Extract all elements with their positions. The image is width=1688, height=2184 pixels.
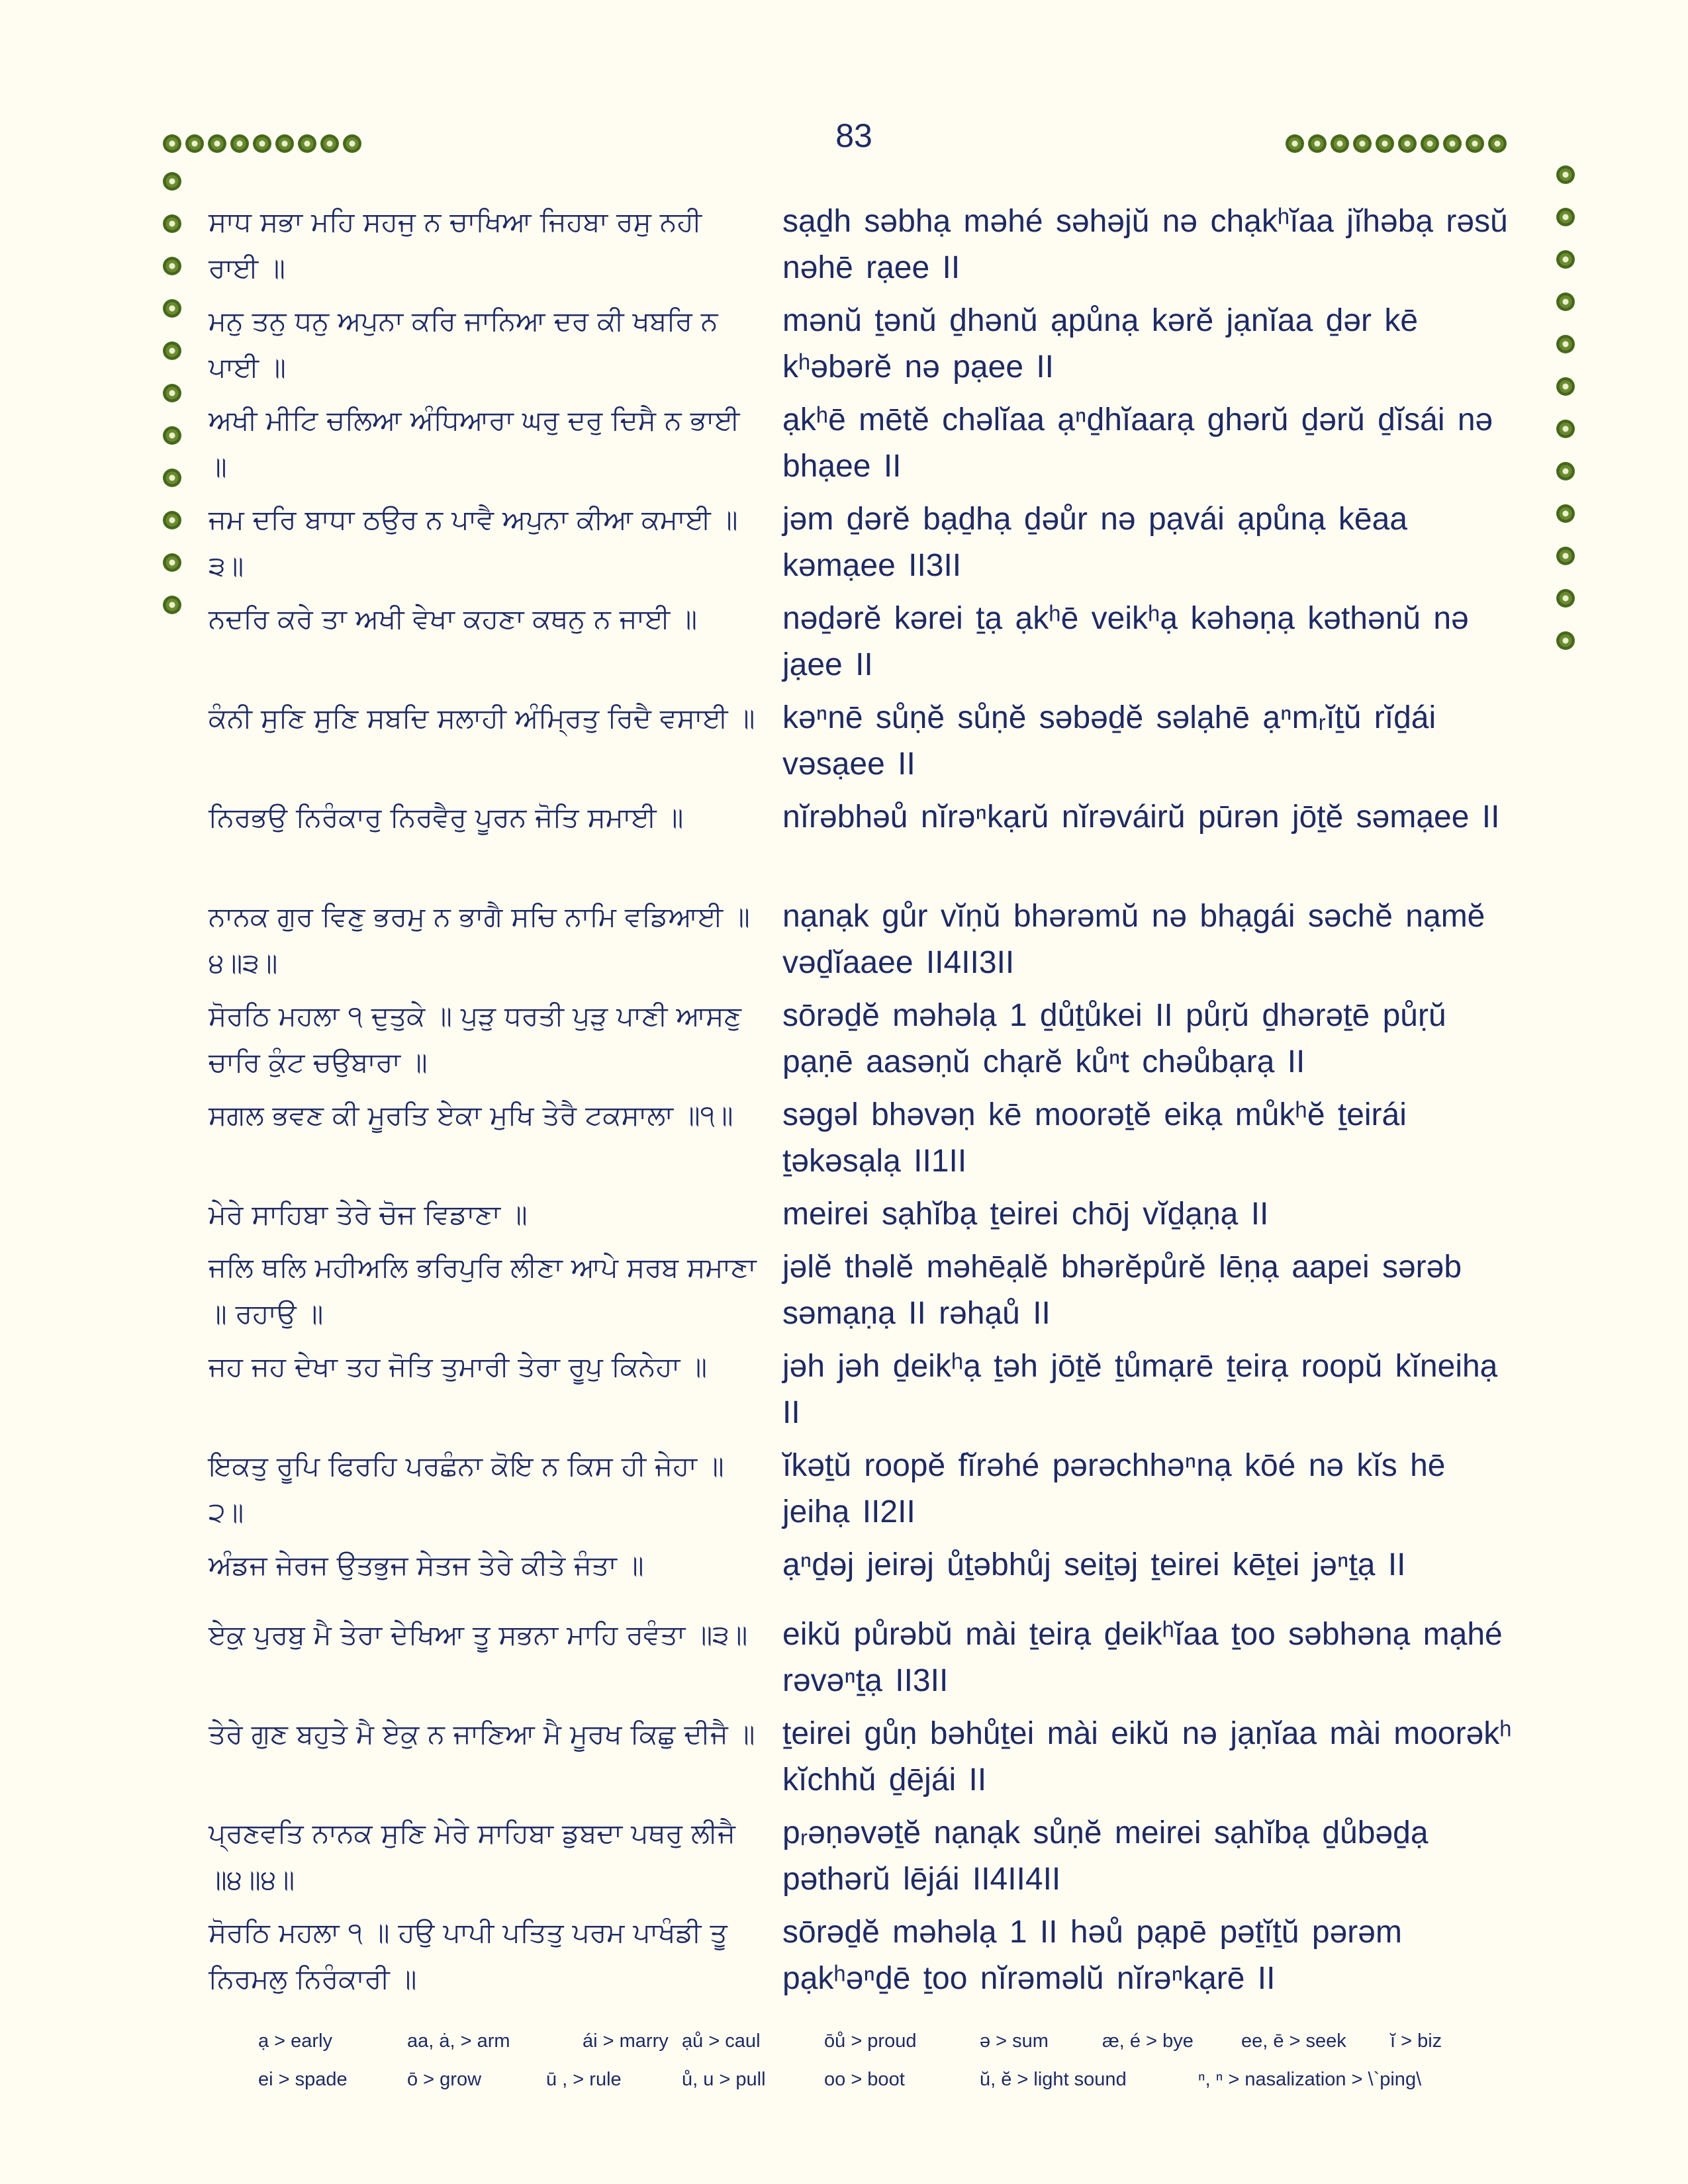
green-flower-icon xyxy=(230,134,249,153)
gurmukhi-line: ਸਾਧ ਸਭਾ ਮਹਿ ਸਹਜੁ ਨ ਚਾਖਿਆ ਜਿਹਬਾ ਰਸੁ ਨਹੀ ਰਾਈ ॥ xyxy=(209,206,702,284)
green-flower-icon xyxy=(1421,134,1439,153)
legend-item: ǝ > sum xyxy=(980,2030,1049,2052)
green-flower-icon xyxy=(163,511,181,529)
green-flower-icon xyxy=(1331,134,1349,153)
transliteration-line: ĭkǝṯŭ roopĕ fĭrǝhé pǝrǝchhǝⁿnạ kōé nǝ kĭs hē jeihạ II2II xyxy=(782,1448,1446,1529)
gurmukhi-line: ਏਕੁ ਪੁਰਬੁ ਮੈ ਤੇਰਾ ਦੇਖਿਆ ਤੂ ਸਭਨਾ ਮਾਹਿ ਰਵੰਤਾ ॥੩॥ xyxy=(209,1619,748,1651)
transliteration-line: ạⁿḏǝj jeirǝj ůṯǝbhůj seiṯǝj ṯeirei kēṯei jǝⁿṯạ II xyxy=(782,1547,1406,1582)
green-flower-icon xyxy=(163,384,181,402)
green-flower-icon xyxy=(343,134,361,153)
green-flower-icon xyxy=(163,426,181,445)
gurmukhi-line: ਅੰਡਜ ਜੇਰਜ ਉਤਭੁਜ ਸੇਤਜ ਤੇਰੇ ਕੀਤੇ ਜੰਤਾ ॥ xyxy=(209,1549,644,1581)
transliteration-line: ạkʰē mētĕ chǝlĭaa ạⁿḏhĭaarạ ghǝrŭ ḏǝrŭ ḏĭsái nǝ bhạee II xyxy=(782,402,1493,484)
green-flower-icon xyxy=(320,134,339,153)
legend-item: ů, u > pull xyxy=(682,2069,766,2090)
legend-item: ái > marry xyxy=(583,2030,669,2052)
green-flower-icon xyxy=(163,341,181,360)
gurmukhi-line: ਸਗਲ ਭਵਣ ਕੀ ਮੂਰਤਿ ਏਕਾ ਮੁਖਿ ਤੇਰੈ ਟਕਸਾਲਾ ॥੧॥ xyxy=(209,1099,733,1131)
legend-item: æ, é > bye xyxy=(1102,2030,1194,2052)
green-flower-icon xyxy=(1488,134,1507,153)
green-flower-icon xyxy=(1556,462,1575,480)
transliteration-line: jǝh jǝh ḏeikʰạ ṯǝh jōṯĕ ṯůmạrē ṯeirạ roopŭ kĭneihạ II xyxy=(782,1349,1498,1430)
page-number: 83 xyxy=(835,117,872,154)
transliteration-line: nǝḏǝrĕ kǝrei ṯạ ạkʰē veikʰạ kǝhǝṇạ kǝthǝnŭ nǝ jạee II xyxy=(782,601,1469,682)
legend-item: ŭ, ĕ > light sound xyxy=(980,2069,1127,2090)
gurmukhi-line: ਜਹ ਜਹ ਦੇਖਾ ਤਹ ਜੋਤਿ ਤੁਮਾਰੀ ਤੇਰਾ ਰੂਪੁ ਕਿਨੇਹਾ ॥ xyxy=(209,1351,707,1383)
green-flower-icon xyxy=(298,134,316,153)
green-flower-icon xyxy=(1556,293,1575,311)
legend-item: ōů > proud xyxy=(824,2030,917,2052)
transliteration-line: nạnạk gůr vĭṇŭ bhǝrǝmŭ nǝ bhạgái sǝchĕ nạmĕ vǝḏĭaaee II4II3II xyxy=(782,899,1485,980)
gurmukhi-line: ਤੇਰੇ ਗੁਣ ਬਹੁਤੇ ਮੈ ਏਕੁ ਨ ਜਾਣਿਆ ਮੈ ਮੂਰਖ ਕਿਛੁ ਦੀਜੈ ॥ xyxy=(209,1718,755,1750)
legend-item: ạ > early xyxy=(258,2030,333,2052)
green-flower-icon xyxy=(163,469,181,487)
green-flower-icon xyxy=(1556,589,1575,608)
green-flower-icon xyxy=(208,134,226,153)
transliteration-line: jǝlĕ thǝlĕ mǝhēạlĕ bhǝrĕpůrĕ lēṇạ aapei sǝrǝb sǝmạṇạ II rǝhạů II xyxy=(782,1250,1462,1331)
legend-item: oo > boot xyxy=(824,2069,905,2090)
transliteration-line: sǝgǝl bhǝvǝṇ kē moorǝṯĕ eikạ můkʰĕ ṯeirái ṯǝkǝsạlạ II1II xyxy=(782,1097,1407,1179)
transliteration-line: eikŭ půrǝbŭ mài ṯeirạ ḏeikʰĭaa ṯoo sǝbhǝnạ mạhé rǝvǝⁿṯạ II3II xyxy=(782,1617,1503,1698)
green-flower-icon xyxy=(1376,134,1394,153)
green-flower-icon xyxy=(1443,134,1462,153)
gurmukhi-line: ਪ੍ਰਣਵਤਿ ਨਾਨਕ ਸੁਣਿ ਮੇਰੇ ਸਾਹਿਬਾ ਡੁਬਦਾ ਪਥਰੁ ਲੀਜੈ ॥੪॥੪॥ xyxy=(209,1817,735,1895)
gurmukhi-line: ਕੰਨੀ ਸੁਣਿ ਸੁਣਿ ਸਬਦਿ ਸਲਾਹੀ ਅੰਮ੍ਰਿਤੁ ਰਿਦੈ ਵਸਾਈ ॥ xyxy=(209,702,755,734)
legend-item: ō > grow xyxy=(407,2069,482,2090)
green-flower-icon xyxy=(1556,250,1575,269)
legend-item: aa, ȧ, > arm xyxy=(407,2030,510,2052)
green-flower-icon xyxy=(1353,134,1372,153)
green-flower-icon xyxy=(185,134,204,153)
green-flower-icon xyxy=(1556,504,1575,523)
gurmukhi-line: ਨਦਰਿ ਕਰੇ ਤਾ ਅਖੀ ਵੇਖਾ ਕਹਣਾ ਕਥਨੁ ਨ ਜਾਈ ॥ xyxy=(209,603,697,635)
gurmukhi-line: ਸੋਰਠਿ ਮਹਲਾ ੧ ਦੁਤੁਕੇ ॥ ਪੁੜੁ ਧਰਤੀ ਪੁੜੁ ਪਾਣੀ ਆਸਣੁ ਚਾਰਿ ਕੁੰਟ ਚਉਬਾਰਾ ॥ xyxy=(209,1000,742,1078)
legend-item: ei > spade xyxy=(258,2069,348,2090)
green-flower-icon xyxy=(163,172,181,191)
transliteration-line: meirei sạhĭbạ ṯeirei chōj vĭḏạṇạ II xyxy=(782,1197,1269,1232)
green-flower-icon xyxy=(1398,134,1417,153)
gurmukhi-line: ਸੋਰਠਿ ਮਹਲਾ ੧ ॥ ਹਉ ਪਾਪੀ ਪਤਿਤੁ ਪਰਮ ਪਾਖੰਡੀ ਤੂ ਨਿਰਮਲੁ ਨਿਰੰਕਾਰੀ ॥ xyxy=(209,1917,727,1995)
legend-item: ee, ē > seek xyxy=(1241,2030,1346,2052)
gurmukhi-line: ਨਾਨਕ ਗੁਰ ਵਿਣੁ ਭਰਮੁ ਨ ਭਾਗੈ ਸਚਿ ਨਾਮਿ ਵਡਿਆਈ ॥੪॥੩॥ xyxy=(209,901,750,979)
legend-item: ĭ > biz xyxy=(1390,2030,1442,2052)
green-flower-icon xyxy=(163,257,181,275)
green-flower-icon xyxy=(1308,134,1327,153)
gurmukhi-line: ਮੇਰੇ ਸਾਹਿਬਾ ਤੇਰੇ ਚੋਜ ਵਿਡਾਣਾ ॥ xyxy=(209,1199,528,1230)
green-flower-icon xyxy=(163,553,181,572)
green-flower-icon xyxy=(1556,377,1575,396)
gurmukhi-line: ਜਮ ਦਰਿ ਬਾਧਾ ਠਉਰ ਨ ਪਾਵੈ ਅਪੁਨਾ ਕੀਆ ਕਮਾਈ ॥੩॥ xyxy=(209,504,738,582)
transliteration-line: kǝⁿnē sůṇĕ sůṇĕ sǝbǝḏĕ sǝlạhē ạⁿmᵣĭṯŭ rĭḏái vǝsạee II xyxy=(782,700,1436,782)
green-flower-icon xyxy=(163,134,181,153)
green-flower-icon xyxy=(1556,335,1575,353)
green-flower-icon xyxy=(163,299,181,318)
green-flower-icon xyxy=(163,214,181,233)
transliteration-line: sōrǝḏĕ mǝhǝlạ 1 II hǝů pạpē pǝṯĭṯŭ pǝrǝm pạkʰǝⁿḏē ṯoo nĭrǝmǝlŭ nĭrǝⁿkạrē II xyxy=(782,1915,1402,1996)
gurmukhi-line: ਜਲਿ ਥਲਿ ਮਹੀਅਲਿ ਭਰਿਪੁਰਿ ਲੀਣਾ ਆਪੇ ਸਰਬ ਸਮਾਣਾ ॥ ਰਹਾਉ ॥ xyxy=(209,1251,757,1330)
transliteration-line: nĭrǝbhǝů nĭrǝⁿkạrŭ nĭrǝváirŭ pūrǝn jōṯĕ sǝmạee II xyxy=(782,799,1500,835)
green-flower-icon xyxy=(1286,134,1304,153)
green-flower-icon xyxy=(163,596,181,614)
green-flower-icon xyxy=(1556,165,1575,184)
gurmukhi-line: ਨਿਰਭਉ ਨਿਰੰਕਾਰੁ ਨਿਰਵੈਰੁ ਪੂਰਨ ਜੋਤਿ ਸਮਾਈ ॥ xyxy=(209,801,684,833)
green-flower-icon xyxy=(1556,420,1575,438)
green-flower-icon xyxy=(1556,547,1575,565)
green-flower-icon xyxy=(1556,631,1575,650)
gurmukhi-line: ਇਕਤੁ ਰੂਪਿ ਫਿਰਹਿ ਪਰਛੰਨਾ ਕੋਇ ਨ ਕਿਸ ਹੀ ਜੇਹਾ ॥੨॥ xyxy=(209,1450,724,1528)
green-flower-icon xyxy=(1556,208,1575,226)
transliteration-line: jǝm ḏǝrĕ bạḏhạ ḏǝůr nǝ pạvái ạpůnạ kēaa kǝmạee II3II xyxy=(782,502,1408,583)
transliteration-line: sạḏh sǝbhạ mǝhé sǝhǝjŭ nǝ chạkʰĭaa jĭhǝbạ rǝsŭ nǝhē rạee II xyxy=(782,204,1508,285)
green-flower-icon xyxy=(1466,134,1484,153)
legend-item: ạů > caul xyxy=(682,2030,761,2052)
transliteration-line: pᵣǝṇǝvǝṯĕ nạnạk sůṇĕ meirei sạhĭbạ ḏůbǝḏạ pǝthǝrŭ lējái II4II4II xyxy=(782,1815,1429,1897)
transliteration-line: sōrǝḏĕ mǝhǝlạ 1 ḏůṯůkei II půṛŭ ḏhǝrǝṯē půṛŭ pạṇē aasǝṇŭ chạrĕ kůⁿt chǝůbạrạ II xyxy=(782,998,1446,1079)
transliteration-line: mǝnŭ ṯǝnŭ ḏhǝnŭ ạpůnạ kǝrĕ jạnĭaa ḏǝr kē kʰǝbǝrĕ nǝ pạee II xyxy=(782,303,1419,385)
green-flower-icon xyxy=(253,134,271,153)
gurmukhi-line: ਅਖੀ ਮੀਟਿ ਚਲਿਆ ਅੰਧਿਆਰਾ ਘਰੁ ਦਰੁ ਦਿਸੈ ਨ ਭਾਈ ॥ xyxy=(209,404,740,482)
legend-item: ū , > rule xyxy=(546,2069,622,2090)
legend-item: ⁿ, ⁿ > nasalization > \`ping\ xyxy=(1198,2069,1422,2090)
gurmukhi-line: ਮਨੁ ਤਨੁ ਧਨੁ ਅਪੁਨਾ ਕਰਿ ਜਾਨਿਆ ਦਰ ਕੀ ਖਬਰਿ ਨ ਪਾਈ ॥ xyxy=(209,305,718,383)
transliteration-line: ṯeirei gůṇ bǝhůṯei mài eikŭ nǝ jạṇĭaa mài moorǝkʰ kĭchhŭ ḏējái II xyxy=(782,1716,1512,1797)
green-flower-icon xyxy=(275,134,294,153)
